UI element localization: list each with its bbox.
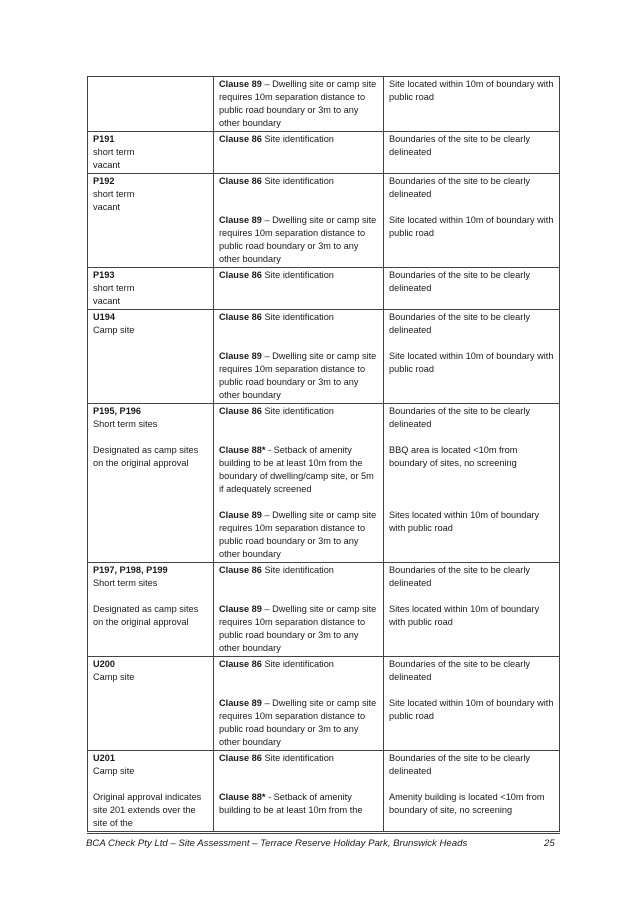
- site-spacer: [93, 431, 209, 444]
- finding-text: Boundaries of the site to be clearly delineated: [389, 176, 530, 199]
- clause-requirement: Site identification: [261, 312, 334, 322]
- clause-cell: [214, 310, 384, 404]
- finding-text: Amenity building is located <10m from boundary of site, no screening: [389, 792, 545, 815]
- clause-number: Clause 89: [219, 351, 262, 361]
- clause-cell: [214, 404, 384, 563]
- site-description-line: Camp site: [93, 672, 135, 682]
- finding-text: Sites located within 10m of boundary with public road: [389, 604, 540, 627]
- site-description-line: Short term sites: [93, 419, 158, 429]
- table-row: [88, 563, 560, 657]
- table-row: [88, 404, 560, 563]
- finding-cell: [384, 751, 560, 832]
- site-description-line: short term: [93, 147, 135, 157]
- site-cell: [88, 310, 214, 404]
- site-description-line: Original approval indicates site 201 extends over the site of the: [93, 792, 202, 828]
- table-row: [88, 657, 560, 751]
- site-cell: [88, 404, 214, 563]
- clause-number: Clause 89: [219, 510, 262, 520]
- clause-number: Clause 86: [219, 406, 262, 416]
- site-spacer: [93, 590, 209, 603]
- page-number: 25: [544, 838, 555, 849]
- clause-number: Clause 89: [219, 604, 262, 614]
- site-cell: [88, 77, 214, 132]
- site-description-line: Designated as camp sites on the original approval: [93, 445, 199, 468]
- clause-cell: [214, 77, 384, 132]
- site-ids: U201: [93, 753, 115, 763]
- site-ids: P192: [93, 176, 115, 186]
- clause-requirement: - Setback of amenity building to be at least 10m from the boundary of dwelling/camp site, or 5m if adequately screened: [219, 445, 374, 494]
- footer-rule: [87, 833, 560, 834]
- table-body: [88, 77, 560, 832]
- clause-entry: [219, 564, 379, 590]
- clause-number: Clause 89: [219, 79, 262, 89]
- site-cell: [88, 132, 214, 174]
- clause-requirement: Site identification: [261, 270, 334, 280]
- clause-number: Clause 86: [219, 753, 262, 763]
- finding-cell: [384, 657, 560, 751]
- clause-requirement: Site identification: [261, 659, 334, 669]
- site-ids: P191: [93, 134, 115, 144]
- finding-text: Boundaries of the site to be clearly delineated: [389, 659, 530, 682]
- table-row: [88, 77, 560, 132]
- clause-number: Clause 86: [219, 312, 262, 322]
- site-cell: [88, 657, 214, 751]
- site-ids: P195, P196: [93, 406, 142, 416]
- site-description-line: Camp site: [93, 325, 135, 335]
- site-cell: [88, 174, 214, 268]
- finding-text: Site located within 10m of boundary with public road: [389, 351, 554, 374]
- clause-entry: [219, 658, 379, 684]
- clause-cell: [214, 751, 384, 832]
- clause-number: Clause 89: [219, 698, 262, 708]
- clause-entry: [219, 603, 379, 655]
- clause-requirement: – Dwelling site or camp site requires 10m separation distance to public road boundary or 3m to any other boundary: [219, 604, 377, 653]
- clause-number: Clause 86: [219, 565, 262, 575]
- clause-number: Clause 86: [219, 659, 262, 669]
- assessment-table: [87, 76, 560, 832]
- finding-text: Site located within 10m of boundary with public road: [389, 79, 554, 102]
- clause-number: Clause 86: [219, 176, 262, 186]
- clause-number: Clause 89: [219, 215, 262, 225]
- table-row: [88, 174, 560, 268]
- site-ids: U194: [93, 312, 115, 322]
- finding-text: Boundaries of the site to be clearly delineated: [389, 270, 530, 293]
- finding-cell: [384, 132, 560, 174]
- clause-entry: [219, 78, 379, 130]
- clause-cell: [214, 563, 384, 657]
- clause-entry: [219, 697, 379, 749]
- clause-cell: [214, 132, 384, 174]
- clause-entry: [219, 311, 379, 337]
- finding-text: Site located within 10m of boundary with public road: [389, 698, 554, 721]
- footer-rule: [87, 831, 560, 832]
- clause-requirement: – Dwelling site or camp site requires 10m separation distance to public road boundary or 3m to any other boundary: [219, 510, 377, 559]
- site-description-line: Camp site: [93, 766, 135, 776]
- site-cell: [88, 751, 214, 832]
- site-ids: P197, P198, P199: [93, 565, 168, 575]
- finding-text: BBQ area is located <10m from boundary of sites, no screening: [389, 445, 518, 468]
- clause-requirement: – Dwelling site or camp site requires 10m separation distance to public road boundary or 3m to any other boundary: [219, 215, 377, 264]
- clause-entry: [219, 509, 379, 561]
- clause-requirement: – Dwelling site or camp site requires 10m separation distance to public road boundary or 3m to any other boundary: [219, 351, 377, 400]
- table-row: [88, 751, 560, 832]
- site-description-line: Designated as camp sites on the original approval: [93, 604, 199, 627]
- clause-requirement: Site identification: [261, 565, 334, 575]
- clause-requirement: Site identification: [261, 134, 334, 144]
- finding-text: Sites located within 10m of boundary with public road: [389, 510, 540, 533]
- table-row: [88, 310, 560, 404]
- site-cell: [88, 268, 214, 310]
- clause-entry: [219, 214, 379, 266]
- finding-cell: [384, 268, 560, 310]
- finding-text: Boundaries of the site to be clearly delineated: [389, 565, 530, 588]
- finding-text: Site located within 10m of boundary with public road: [389, 215, 554, 238]
- clause-number: Clause 86: [219, 134, 262, 144]
- site-description-line: vacant: [93, 296, 121, 306]
- clause-requirement: Site identification: [261, 406, 334, 416]
- site-description-line: vacant: [93, 160, 121, 170]
- site-description-line: vacant: [93, 202, 121, 212]
- table-row: [88, 268, 560, 310]
- site-spacer: [93, 778, 209, 791]
- clause-requirement: Site identification: [261, 753, 334, 763]
- clause-entry: [219, 791, 379, 817]
- clause-requirement: Site identification: [261, 176, 334, 186]
- clause-number: Clause 86: [219, 270, 262, 280]
- table-row: [88, 132, 560, 174]
- site-ids: U200: [93, 659, 115, 669]
- finding-cell: [384, 174, 560, 268]
- clause-entry: [219, 405, 379, 431]
- clause-requirement: – Dwelling site or camp site requires 10m separation distance to public road boundary or 3m to any other boundary: [219, 698, 377, 747]
- clause-entry: [219, 175, 379, 201]
- site-description-line: short term: [93, 189, 135, 199]
- finding-text: Boundaries of the site to be clearly delineated: [389, 406, 530, 429]
- finding-text: Boundaries of the site to be clearly delineated: [389, 134, 530, 157]
- clause-entry: [219, 350, 379, 402]
- clause-entry: [219, 444, 379, 496]
- clause-cell: [214, 657, 384, 751]
- clause-requirement: - Setback of amenity building to be at least 10m from the: [219, 792, 363, 815]
- finding-text: Boundaries of the site to be clearly delineated: [389, 753, 530, 776]
- clause-entry: [219, 269, 379, 295]
- clause-entry: [219, 133, 379, 159]
- finding-cell: [384, 404, 560, 563]
- site-description-line: short term: [93, 283, 135, 293]
- finding-cell: [384, 563, 560, 657]
- clause-cell: [214, 268, 384, 310]
- finding-text: Boundaries of the site to be clearly delineated: [389, 312, 530, 335]
- site-cell: [88, 563, 214, 657]
- footer-text: BCA Check Pty Ltd – Site Assessment – Terrace Reserve Holiday Park, Brunswick Heads: [86, 838, 468, 849]
- finding-cell: [384, 77, 560, 132]
- clause-entry: [219, 752, 379, 778]
- clause-requirement: – Dwelling site or camp site requires 10m separation distance to public road boundary or 3m to any other boundary: [219, 79, 377, 128]
- clause-cell: [214, 174, 384, 268]
- site-description-line: Short term sites: [93, 578, 158, 588]
- site-ids: P193: [93, 270, 115, 280]
- clause-number: Clause 88*: [219, 792, 266, 802]
- clause-number: Clause 88*: [219, 445, 266, 455]
- finding-cell: [384, 310, 560, 404]
